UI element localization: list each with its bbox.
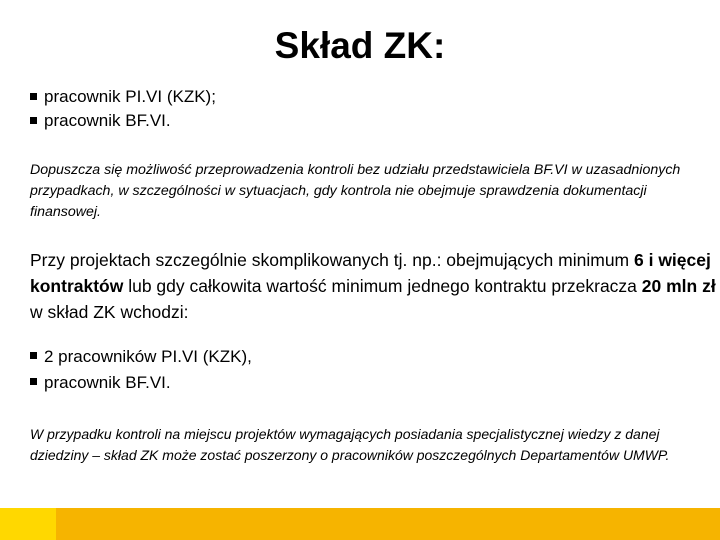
slide-title: Skład ZK: (274, 25, 446, 66)
specialist-note: W przypadku kontroli na miejscu projektów wymagających posiadania specjalistycznej wiedzy z danej dziedziny – skład ZK może zostać poszerzony o pracowników poszczególnych Departamentów UMWP. (30, 426, 670, 463)
paragraph-bold: 6 i więcej kontraktów (30, 250, 711, 296)
paragraph-bold: 20 mln zł (641, 276, 716, 296)
footer-bar (56, 508, 720, 540)
list-item: pracownik BF.VI. (30, 109, 216, 133)
list-item: pracownik PI.VI (KZK); (30, 85, 216, 109)
exception-note: Dopuszcza się możliwość przeprowadzenia kontroli bez udziału przedstawiciela BF.VI w uzasadnionych przypadkach, w szczególności w sytuacjach, gdy kontrola nie obejmuje sprawdzenia dokumentacji finansowej. (30, 162, 681, 220)
composition-list (30, 85, 216, 133)
paragraph-text: w skład ZK wchodzi: (30, 302, 189, 322)
list-item: 2 pracowników PI.VI (KZK), (30, 344, 252, 370)
extended-composition-list (30, 344, 252, 396)
complex-projects-paragraph (30, 247, 718, 325)
list-item: pracownik BF.VI. (30, 370, 252, 396)
footer-bar-accent (0, 508, 56, 540)
paragraph-text: Przy projektach szczególnie skomplikowanych tj. np.: obejmujących minimum (30, 250, 634, 270)
paragraph-text: lub gdy całkowita wartość minimum jednego kontraktu przekracza (123, 276, 642, 296)
